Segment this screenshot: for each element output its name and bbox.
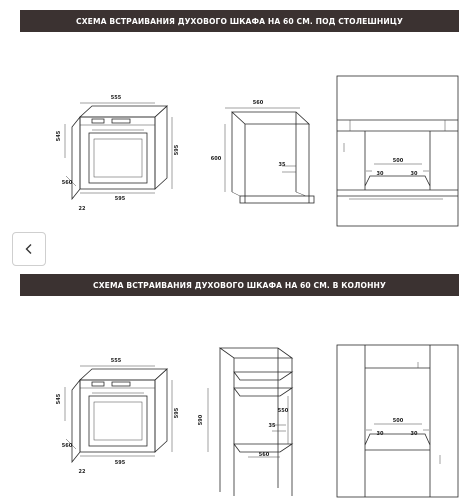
dim-opening: 500	[392, 158, 404, 164]
banner-title: СХЕМА ВСТРАИВАНИЯ ДУХОВОГО ШКАФА НА 60 СМ. ПОД СТОЛЕШНИЦУ	[76, 16, 403, 26]
dim-column-inner: 550	[277, 408, 289, 414]
cabinet-drawing-top	[225, 108, 314, 203]
dim-cabinet-width: 560	[252, 100, 264, 106]
dim-oven-side: 560	[61, 443, 73, 449]
dim-oven-width: 555	[110, 95, 122, 101]
dim-oven-width: 555	[110, 358, 122, 364]
dim-left-gap: 30	[376, 171, 384, 177]
dim-left-gap: 30	[376, 431, 384, 437]
dim-right-gap: 30	[410, 171, 418, 177]
dim-cabinet-height: 600	[210, 156, 222, 162]
dim-oven-bottom: 22	[78, 206, 86, 212]
cabinet-drawing-bottom	[208, 348, 292, 496]
oven-drawing-bottom	[65, 366, 172, 462]
dim-column-width: 560	[258, 452, 270, 458]
dim-oven-front: 595	[114, 196, 126, 202]
installed-view-top	[337, 76, 458, 226]
dim-oven-height: 595	[174, 144, 180, 156]
dim-oven-depth: 545	[56, 393, 62, 405]
dim-oven-height: 595	[174, 407, 180, 419]
dim-oven-front: 595	[114, 460, 126, 466]
dim-column-gap: 35	[268, 423, 276, 429]
dim-column-height: 590	[198, 414, 204, 426]
dim-right-gap: 30	[410, 431, 418, 437]
dim-cabinet-gap: 35	[278, 162, 286, 168]
dim-opening: 500	[392, 418, 404, 424]
dim-oven-depth: 545	[56, 130, 62, 142]
banner-title: СХЕМА ВСТРАИВАНИЯ ДУХОВОГО ШКАФА НА 60 СМ. В КОЛОННУ	[93, 280, 386, 290]
dim-oven-bottom: 22	[78, 469, 86, 475]
dim-oven-side: 560	[61, 180, 73, 186]
oven-drawing-top	[65, 103, 172, 199]
